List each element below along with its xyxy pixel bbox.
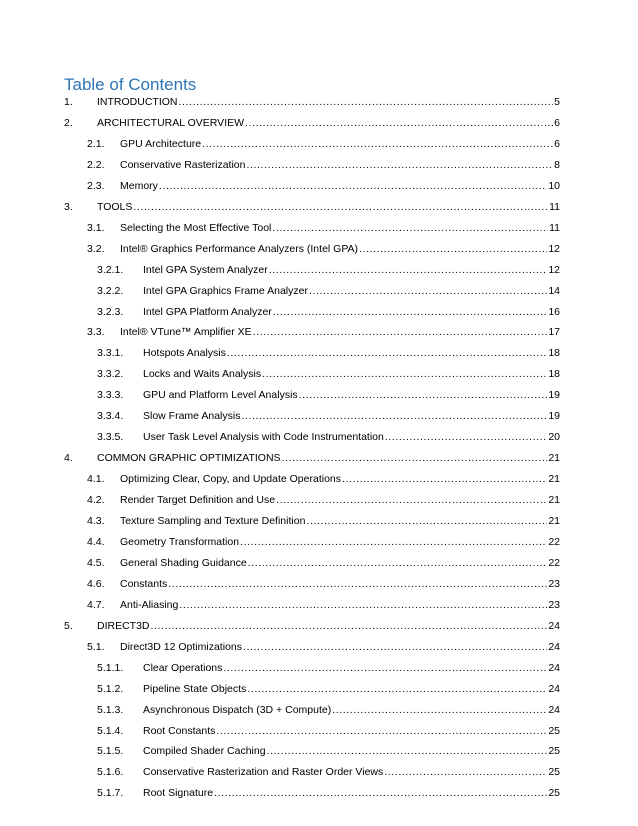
- toc-entry-text[interactable]: Direct3D 12 Optimizations: [120, 640, 242, 653]
- toc-entry-page: 12: [548, 263, 560, 276]
- toc-entry-number: 4.2.: [87, 494, 105, 507]
- toc-entry-page: 11: [549, 200, 560, 213]
- toc-entry-page: 6: [554, 137, 560, 150]
- toc-entry[interactable]: [64, 117, 560, 133]
- toc-entry-page: 21: [548, 473, 560, 486]
- toc-entry-text[interactable]: Root Signature: [143, 787, 214, 800]
- toc-entry-page: 18: [548, 368, 560, 381]
- toc-entry-page: 21: [548, 452, 560, 465]
- toc-entry-text[interactable]: General Shading Guidance: [120, 556, 247, 569]
- toc-entry-page: 5: [554, 96, 560, 108]
- toc-entry[interactable]: [97, 683, 560, 699]
- toc-entry-page: 24: [548, 682, 560, 695]
- toc-entry-number: 5.: [64, 619, 73, 632]
- toc-entry-text[interactable]: Render Target Definition and Use: [120, 494, 276, 507]
- toc-dot-leader: [223, 662, 547, 674]
- toc-entry[interactable]: [87, 159, 560, 175]
- toc-dot-leader: [227, 347, 547, 359]
- toc-entry[interactable]: [87, 578, 560, 594]
- toc-entry[interactable]: [97, 285, 560, 301]
- toc-entry-number: 2.: [64, 116, 73, 129]
- toc-entry-page: 20: [548, 431, 560, 444]
- toc-entry-text[interactable]: Pipeline State Objects: [143, 682, 247, 695]
- toc-entry[interactable]: [87, 557, 560, 573]
- toc-entry[interactable]: [87, 138, 560, 154]
- toc-entry[interactable]: [97, 347, 560, 363]
- toc-entry[interactable]: [87, 515, 560, 531]
- toc-entry-page: 25: [548, 766, 560, 779]
- toc-entry-number: 4.4.: [87, 535, 105, 548]
- toc-dot-leader: [248, 557, 548, 569]
- toc-entry[interactable]: [64, 620, 560, 636]
- toc-entry-text[interactable]: Conservative Rasterization: [120, 158, 246, 171]
- toc-entry-text[interactable]: INTRODUCTION: [97, 96, 178, 108]
- toc-entry-text[interactable]: DIRECT3D: [97, 619, 150, 632]
- toc-dot-leader: [151, 620, 548, 632]
- toc-entry-number: 5.1.: [87, 640, 105, 653]
- toc-entry-number: 4.6.: [87, 577, 105, 590]
- toc-entry-number: 3.3.1.: [97, 347, 124, 360]
- toc-entry[interactable]: [97, 368, 560, 384]
- toc-dot-leader: [159, 180, 547, 192]
- toc-entry[interactable]: [87, 243, 560, 259]
- toc-entry[interactable]: [97, 745, 560, 761]
- toc-dot-leader: [359, 243, 547, 255]
- toc-entry-number: 2.3.: [87, 179, 105, 192]
- toc-entry-text[interactable]: Texture Sampling and Texture Definition: [120, 515, 306, 527]
- toc-entry-page: 21: [548, 494, 560, 507]
- toc-dot-leader: [269, 264, 548, 276]
- toc-entry-number: 2.2.: [87, 158, 105, 171]
- toc-entry-number: 5.1.7.: [97, 787, 124, 800]
- toc-entry-number: 3.3.2.: [97, 368, 124, 381]
- toc-entry[interactable]: [97, 306, 560, 322]
- toc-dot-leader: [243, 641, 547, 653]
- toc-dot-leader: [282, 452, 548, 464]
- toc-entry[interactable]: [97, 410, 560, 426]
- toc-entry-text[interactable]: Locks and Waits Analysis: [143, 368, 262, 381]
- toc-entry-number: 3.: [64, 200, 73, 213]
- toc-entry-page: 16: [548, 305, 560, 318]
- toc-entry-page: 19: [548, 410, 560, 423]
- toc-dot-leader: [246, 159, 553, 171]
- toc-entry-text[interactable]: Geometry Transformation: [120, 535, 240, 548]
- toc-dot-leader: [276, 494, 547, 506]
- toc-entry[interactable]: [97, 389, 560, 405]
- toc-entry-text[interactable]: GPU and Platform Level Analysis: [143, 389, 298, 402]
- toc-entry-page: 21: [548, 515, 560, 527]
- toc-entry-text[interactable]: Root Constants: [143, 724, 216, 737]
- toc-entry-number: 5.1.1.: [97, 661, 124, 674]
- toc-entry-page: 10: [548, 179, 560, 192]
- toc-dot-leader: [342, 473, 547, 485]
- toc-entry-number: 3.3.3.: [97, 389, 124, 402]
- toc-entry-page: 22: [548, 535, 560, 548]
- toc-entry-page: 25: [548, 724, 560, 737]
- toc-dot-leader: [262, 368, 547, 380]
- toc-entry-number: 3.3.5.: [97, 431, 124, 444]
- toc-entry[interactable]: [87, 494, 560, 510]
- toc-entry[interactable]: [97, 431, 560, 447]
- toc-entry-text[interactable]: Selecting the Most Effective Tool: [120, 221, 272, 234]
- toc-dot-leader: [299, 389, 548, 401]
- toc-dot-leader: [168, 578, 547, 590]
- toc-dot-leader: [133, 201, 548, 213]
- toc-entry-number: 3.2.3.: [97, 305, 124, 318]
- toc-entry-text[interactable]: Compiled Shader Caching: [143, 745, 266, 758]
- toc-dot-leader: [247, 683, 547, 695]
- toc-entry-number: 5.1.6.: [97, 766, 124, 779]
- toc-dot-leader: [179, 599, 547, 611]
- toc-entry[interactable]: [87, 641, 560, 657]
- toc-entry-page: 23: [548, 577, 560, 590]
- toc-entry-text[interactable]: Intel GPA Graphics Frame Analyzer: [143, 284, 308, 297]
- toc-dot-leader: [306, 515, 547, 527]
- toc-entry[interactable]: [64, 201, 560, 217]
- toc-entry-text[interactable]: User Task Level Analysis with Code Instrumentation: [143, 431, 384, 444]
- toc-dot-leader: [216, 725, 547, 737]
- toc-entry-number: 4.: [64, 452, 73, 465]
- toc-entry-number: 4.7.: [87, 598, 105, 611]
- toc-entry-number: 1.: [64, 96, 73, 108]
- toc-entry-page: 11: [549, 221, 560, 234]
- toc-entry[interactable]: [87, 326, 560, 342]
- toc-entry-number: 3.2.1.: [97, 263, 124, 276]
- toc-entry-page: 19: [548, 389, 560, 402]
- toc-entry-number: 5.1.4.: [97, 724, 124, 737]
- toc-entry-number: 4.5.: [87, 556, 105, 569]
- toc-dot-leader: [384, 766, 547, 778]
- toc-dot-leader: [267, 745, 548, 757]
- toc-dot-leader: [179, 96, 554, 108]
- toc-title: Table of Contents: [64, 75, 197, 94]
- toc-entry-text[interactable]: Memory: [120, 179, 158, 192]
- toc-entry-text[interactable]: COMMON GRAPHIC OPTIMIZATIONS: [97, 452, 281, 465]
- toc-entry-text[interactable]: Clear Operations: [143, 661, 223, 674]
- toc-entry[interactable]: [97, 704, 560, 720]
- toc-entry-number: 4.1.: [87, 473, 105, 486]
- toc-dot-leader: [202, 138, 553, 150]
- toc-entry-text[interactable]: GPU Architecture: [120, 137, 202, 150]
- toc-entry-text[interactable]: Hotspots Analysis: [143, 347, 226, 360]
- toc-dot-leader: [240, 536, 547, 548]
- toc-entry-text[interactable]: Asynchronous Dispatch (3D + Compute): [143, 703, 332, 716]
- toc-entry-page: 24: [548, 619, 560, 632]
- toc-entry-number: 3.3.4.: [97, 410, 124, 423]
- toc-entry-page: 24: [548, 661, 560, 674]
- toc-entry-text[interactable]: ARCHITECTURAL OVERVIEW: [97, 116, 245, 129]
- toc-entry-number: 3.3.: [87, 326, 105, 339]
- toc-entry[interactable]: [87, 473, 560, 489]
- toc-entry-text[interactable]: Intel GPA Platform Analyzer: [143, 305, 272, 318]
- toc-entry-page: 18: [548, 347, 560, 360]
- toc-dot-leader: [245, 117, 553, 129]
- toc-entry[interactable]: [97, 725, 560, 741]
- toc-dot-leader: [332, 704, 547, 716]
- toc-entry[interactable]: [97, 662, 560, 678]
- toc-entry-page: 24: [548, 640, 560, 653]
- toc-dot-leader: [214, 787, 547, 799]
- toc-entry[interactable]: [87, 180, 560, 196]
- toc-entry-number: 3.2.: [87, 242, 105, 255]
- toc-entry-text[interactable]: Optimizing Clear, Copy, and Update Operations: [120, 473, 342, 486]
- toc-entry-text[interactable]: Anti-Aliasing: [120, 598, 179, 611]
- toc-entry[interactable]: [87, 536, 560, 552]
- toc-entry-text[interactable]: Constants: [120, 577, 168, 590]
- toc-entry-number: 3.2.2.: [97, 284, 124, 297]
- toc-entry-number: 2.1.: [87, 137, 105, 150]
- toc-entry-page: 14: [548, 284, 560, 297]
- toc-entry-text[interactable]: Conservative Rasterization and Raster Order Views: [143, 766, 384, 779]
- toc-entry-text[interactable]: Slow Frame Analysis: [143, 410, 241, 423]
- toc-dot-leader: [385, 431, 547, 443]
- toc-dot-leader: [253, 326, 548, 338]
- toc-entry-number: 5.1.5.: [97, 745, 124, 758]
- toc-entry-text[interactable]: TOOLS: [97, 200, 133, 213]
- toc-dot-leader: [272, 222, 548, 234]
- toc-entry-number: 5.1.3.: [97, 703, 124, 716]
- toc-entry-page: 8: [554, 158, 560, 171]
- toc-entry-page: 24: [548, 703, 560, 716]
- toc-entry-page: 17: [548, 326, 560, 339]
- toc-entry-text[interactable]: Intel GPA System Analyzer: [143, 263, 268, 276]
- toc-entry-page: 22: [548, 556, 560, 569]
- toc-entry-page: 25: [548, 745, 560, 758]
- toc-entry-number: 3.1.: [87, 221, 105, 234]
- toc-entry[interactable]: [97, 787, 560, 803]
- toc-entry[interactable]: [64, 96, 560, 112]
- toc-entry-text[interactable]: Intel® Graphics Performance Analyzers (Intel GPA): [120, 242, 359, 255]
- toc-entry-page: 6: [554, 116, 560, 129]
- toc-dot-leader: [241, 410, 547, 422]
- toc-entry[interactable]: [64, 452, 560, 468]
- toc-entry-page: 23: [548, 598, 560, 611]
- toc-entry-text[interactable]: Intel® VTune™ Amplifier XE: [120, 326, 252, 339]
- toc-entry-number: 4.3.: [87, 515, 105, 527]
- toc-dot-leader: [309, 285, 547, 297]
- toc-entry[interactable]: [97, 766, 560, 782]
- toc-entry[interactable]: [97, 264, 560, 280]
- toc-entry[interactable]: [87, 599, 560, 615]
- toc-entry-page: 25: [548, 787, 560, 800]
- toc-entry-number: 5.1.2.: [97, 682, 124, 695]
- toc-entry[interactable]: [87, 222, 560, 238]
- toc-entry-page: 12: [548, 242, 560, 255]
- toc-dot-leader: [273, 306, 548, 318]
